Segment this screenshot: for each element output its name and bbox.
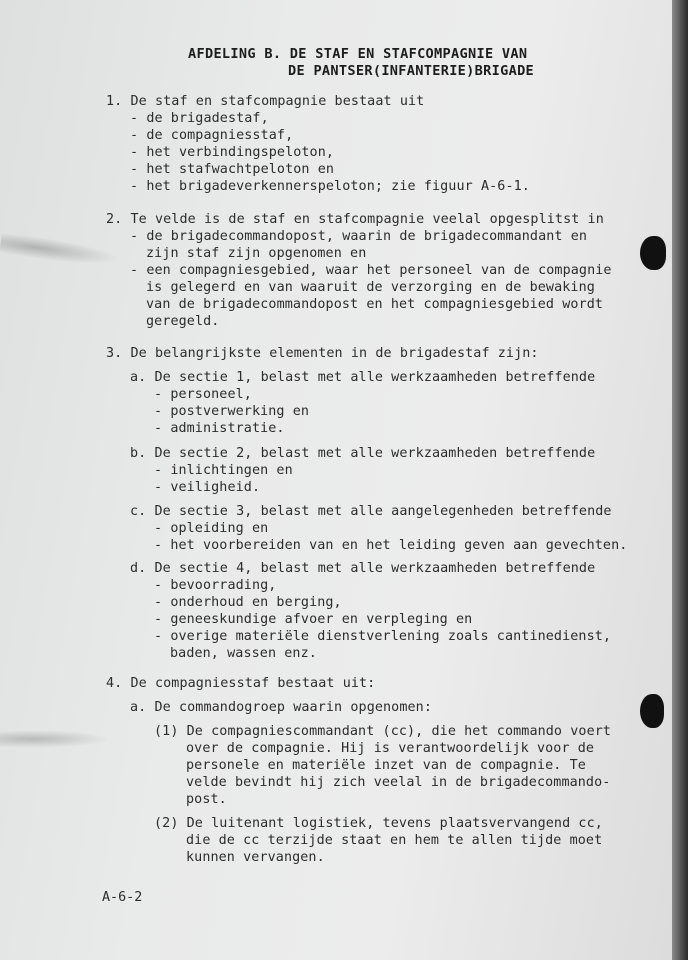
list-item: - personeel, — [154, 387, 252, 402]
paragraph-1: (1) De compagniescommandant (cc), die het commando voert — [154, 724, 612, 739]
section-3-intro: 3. De belangrijkste elementen in de brigadestaf zijn: — [106, 346, 539, 361]
subsection-c: c. De sectie 3, belast met alle aangelegenheden betreffende — [130, 504, 612, 519]
list-item: - veiligheid. — [154, 480, 261, 495]
list-item: - het brigadeverkennerspeloton; zie figuur A-6-1. — [130, 179, 530, 194]
heading-line-2: DE PANTSER(INFANTERIE)BRIGADE — [288, 63, 535, 79]
paper-smudge — [0, 232, 121, 270]
list-item: - de brigadecommandopost, waarin de brigadecommandant en — [130, 229, 588, 244]
punch-hole — [640, 236, 666, 270]
heading-line-1: AFDELING B. DE STAF EN STAFCOMPAGNIE VAN — [188, 46, 528, 62]
subsection-a: a. De commandogroep waarin opgenomen: — [130, 700, 432, 715]
paragraph-1-line: velde bevindt hij zich veelal in de brigadecommando- — [186, 775, 611, 790]
section-4-intro: 4. De compagniesstaf bestaat uit: — [106, 676, 376, 691]
paragraph-2-line: kunnen vervangen. — [186, 850, 325, 865]
paragraph-2-line: die de cc terzijde staat en hem te allen tijde moet — [186, 833, 603, 848]
background-edge — [672, 0, 688, 960]
subsection-d: d. De sectie 4, belast met alle werkzaamheden betreffende — [130, 561, 596, 576]
list-item: - postverwerking en — [154, 404, 310, 419]
list-item: - opleiding en — [154, 521, 269, 536]
list-item-continued: geregeld. — [146, 314, 220, 329]
subsection-b: b. De sectie 2, belast met alle werkzaamheden betreffende — [130, 446, 596, 461]
paragraph-1-line: post. — [186, 792, 227, 807]
list-item: - administratie. — [154, 421, 285, 436]
list-item: - het voorbereiden van en het leiding geven aan gevechten. — [154, 538, 628, 553]
list-item: - bevoorrading, — [154, 578, 277, 593]
list-item: - de compagniesstaf, — [130, 128, 294, 143]
list-item: - geneeskundige afvoer en verpleging en — [154, 612, 473, 627]
list-item-continued: van de brigadecommandopost en het compagniesgebied wordt — [146, 297, 604, 312]
section-2-intro: 2. Te velde is de staf en stafcompagnie veelal opgesplitst in — [106, 212, 604, 227]
paragraph-1-line: over de compagnie. Hij is verantwoordelijk voor de — [186, 741, 595, 756]
page-number: A-6-2 — [102, 890, 143, 905]
list-item-continued: is gelegerd en van waaruit de verzorging en de bewaking — [146, 280, 595, 295]
punch-hole — [640, 694, 664, 728]
list-item: - de brigadestaf, — [130, 111, 269, 126]
list-item: - het verbindingspeloton, — [130, 145, 335, 160]
list-item: - onderhoud en berging, — [154, 595, 342, 610]
list-item: - een compagniesgebied, waar het personeel van de compagnie — [130, 263, 612, 278]
list-item: - inlichtingen en — [154, 463, 293, 478]
paper-smudge — [0, 730, 110, 748]
section-1-intro: 1. De staf en stafcompagnie bestaat uit — [106, 94, 425, 109]
paragraph-1-line: personele en materiële inzet van de compagnie. Te — [186, 758, 586, 773]
list-item: - overige materiële dienstverlening zoals cantinedienst, — [154, 629, 612, 644]
list-item-continued: zijn staf zijn opgenomen en — [146, 246, 367, 261]
paragraph-2: (2) De luitenant logistiek, tevens plaatsvervangend cc, — [154, 816, 603, 831]
list-item: - het stafwachtpeloton en — [130, 162, 335, 177]
subsection-a: a. De sectie 1, belast met alle werkzaamheden betreffende — [130, 370, 596, 385]
list-item-continued: baden, wassen enz. — [170, 646, 317, 661]
